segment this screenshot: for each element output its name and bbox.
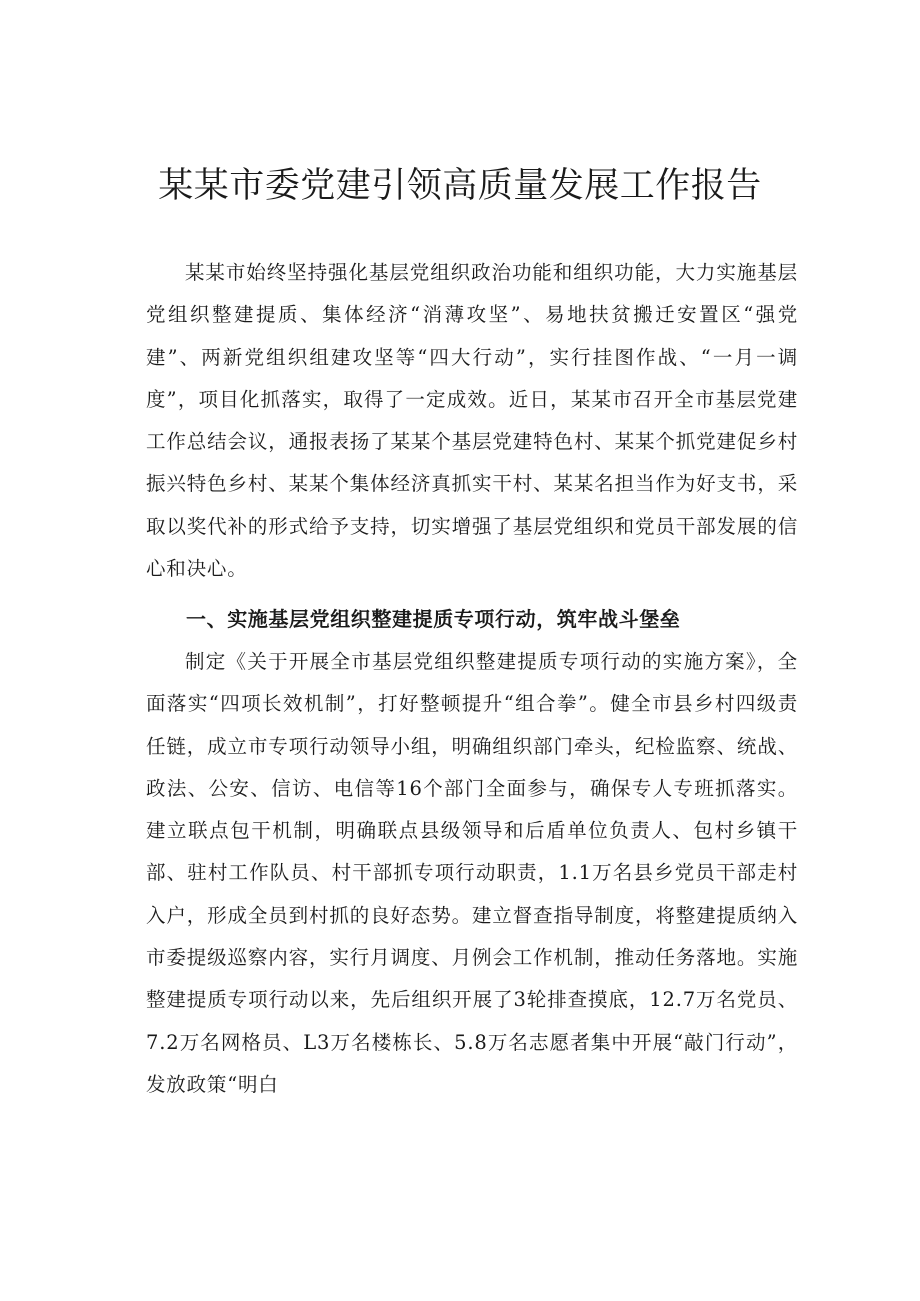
section-1-paragraph: 制定《关于开展全市基层党组织整建提质专项行动的实施方案》，全面落实“四项长效机制”，打好整顿提升“组合拳”。健全市县乡村四级责任链，成立市专项行动领导小组，明确组织部门牵头，纪检监察、统战、政法、公安、信访、电信等16个部门全面参与，确保专人专班抓落实。建立联点包干机制，明确联点县级领导和后盾单位负责人、包村乡镇干部、驻村工作队员、村干部抓专项行动职责，1.1万名县乡党员干部走村入户，形成全员到村抓的良好态势。建立督查指导制度，将整建提质纳入市委提级巡察内容，实行月调度、月例会工作机制，推动任务落地。实施整建提质专项行动以来，先后组织开展了3轮排查摸底，12.7万名党员、7.2万名网格员、L3万名楼栋长、5.8万名志愿者集中开展“敲门行动”，发放政策“明白 <box>146 650 798 1096</box>
section-1-heading: 一、实施基层党组织整建提质专项行动，筑牢战斗堡垒 <box>186 607 681 631</box>
document-title: 某某市委党建引领高质量发展工作报告 <box>158 166 762 206</box>
intro-paragraph: 某某市始终坚持强化基层党组织政治功能和组织功能，大力实施基层党组织整建提质、集体经济“消薄攻坚”、易地扶贫搬迁安置区“强党建”、两新党组织组建攻坚等“四大行动”，实行挂图作战、“一月一调度”，项目化抓落实，取得了一定成效。近日，某某市召开全市基层党建工作总结会议，通报表扬了某某个基层党建特色村、某某个抓党建促乡村振兴特色乡村、某某个集体经济真抓实干村、某某名担当作为好支书，采取以奖代补的形式给予支持，切实增强了基层党组织和党员干部发展的信心和决心。 <box>146 261 798 581</box>
